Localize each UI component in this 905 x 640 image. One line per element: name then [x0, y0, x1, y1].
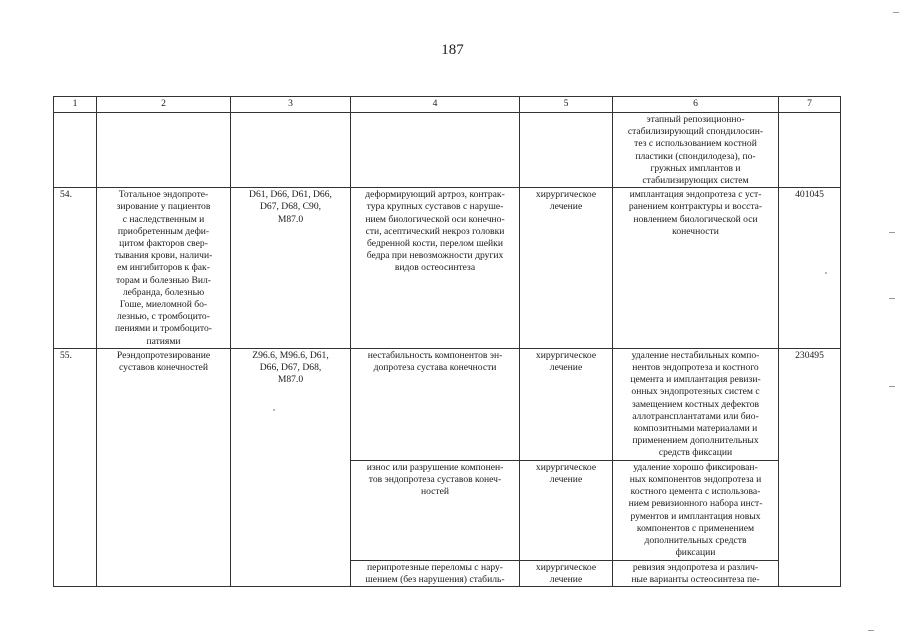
- cost-cell: [779, 113, 841, 188]
- care-type-cell: Тотальное эндопроте- зирование у пациентов с наследственным и приобретенным дефи- цитом факторов свер- тывания крови, наличи- ем ингибиторов к фак- торам и болезнью Вил- лебранда, болезнью Гоше, миеломной бо- лезнью, с тромбоцито- пениями и тромбоцито- патиями: [97, 188, 231, 349]
- treatment-method-cell: удаление хорошо фиксирован- ных компонентов эндопротеза и костного цемента с использова- нием ревизионного набора инст- рументов и имплантация новых компонентов с применением дополнительных средств фиксации: [613, 460, 779, 560]
- treatment-type-cell: [520, 113, 613, 188]
- scan-mark: [889, 386, 895, 387]
- treatment-type-cell: хирургическое лечение: [520, 348, 613, 460]
- care-type-cell: Реэндопротезирование суставов конечностей: [97, 348, 231, 586]
- column-header: 3: [231, 97, 351, 113]
- table-row: [54, 348, 841, 460]
- treatment-type-cell: хирургическое лечение: [520, 460, 613, 560]
- scan-dot: [273, 409, 275, 411]
- icd-codes-cell: Z96.6, M96.6, D61, D66, D67, D68, M87.0: [231, 348, 351, 586]
- treatment-method-cell: имплантация эндопротеза с уст- ранением контрактуры и восста- новлением биологической оси конечности: [613, 188, 779, 349]
- patient-model-cell: нестабильность компонентов эн- допротеза сустава конечности: [351, 348, 520, 460]
- table-row: [54, 188, 841, 349]
- table-header-row: [54, 97, 841, 113]
- scan-dot: [825, 272, 827, 274]
- table-row: [54, 113, 841, 188]
- icd-codes-cell: D61, D66, D61, D66, D67, D68, C90, M87.0: [231, 188, 351, 349]
- row-number-cell: 54.: [54, 188, 97, 349]
- cost-cell: 401045: [779, 188, 841, 349]
- column-header: 6: [613, 97, 779, 113]
- row-number-cell: 55.: [54, 348, 97, 586]
- patient-model-cell: [351, 113, 520, 188]
- scan-mark: [893, 12, 899, 13]
- care-type-cell: [97, 113, 231, 188]
- treatment-method-cell: удаление нестабильных компо- нентов эндопротеза и костного цемента и имплантация ревизи- онных эндопротезных систем с замещением костных дефектов аллотрансплантатами или био- композитными материалами и применением дополнительных средств фиксации: [613, 348, 779, 460]
- medical-care-table: [53, 96, 841, 587]
- patient-model-cell: деформирующий артроз, контрак- тура крупных суставов с наруше- нием биологической оси конечно- сти, асептический некроз головки бедренной кости, перелом шейки бедра при невозможности других видов остеосинтеза: [351, 188, 520, 349]
- cost-cell: 230495: [779, 348, 841, 586]
- column-header: 2: [97, 97, 231, 113]
- row-number-cell: [54, 113, 97, 188]
- scan-mark: [889, 298, 895, 299]
- patient-model-cell: перипротезные переломы с нару- шением (без нарушения) стабиль-: [351, 560, 520, 586]
- column-header: 4: [351, 97, 520, 113]
- scan-mark: [889, 232, 895, 233]
- column-header: 5: [520, 97, 613, 113]
- treatment-method-cell: ревизия эндопротеза и различ- ные варианты остеосинтеза пе-: [613, 560, 779, 586]
- icd-codes-cell: [231, 113, 351, 188]
- column-header: 7: [779, 97, 841, 113]
- treatment-type-cell: хирургическое лечение: [520, 560, 613, 586]
- page-number: 187: [441, 42, 464, 58]
- column-header: 1: [54, 97, 97, 113]
- scan-mark: [868, 630, 874, 631]
- treatment-method-cell: этапный репозиционно- стабилизирующий спондилосин- тез с использованием костной пластики (спондилодеза), по- гружных имплантов и стабилизирующих систем: [613, 113, 779, 188]
- treatment-type-cell: хирургическое лечение: [520, 188, 613, 349]
- patient-model-cell: износ или разрушение компонен- тов эндопротеза суставов конеч- ностей: [351, 460, 520, 560]
